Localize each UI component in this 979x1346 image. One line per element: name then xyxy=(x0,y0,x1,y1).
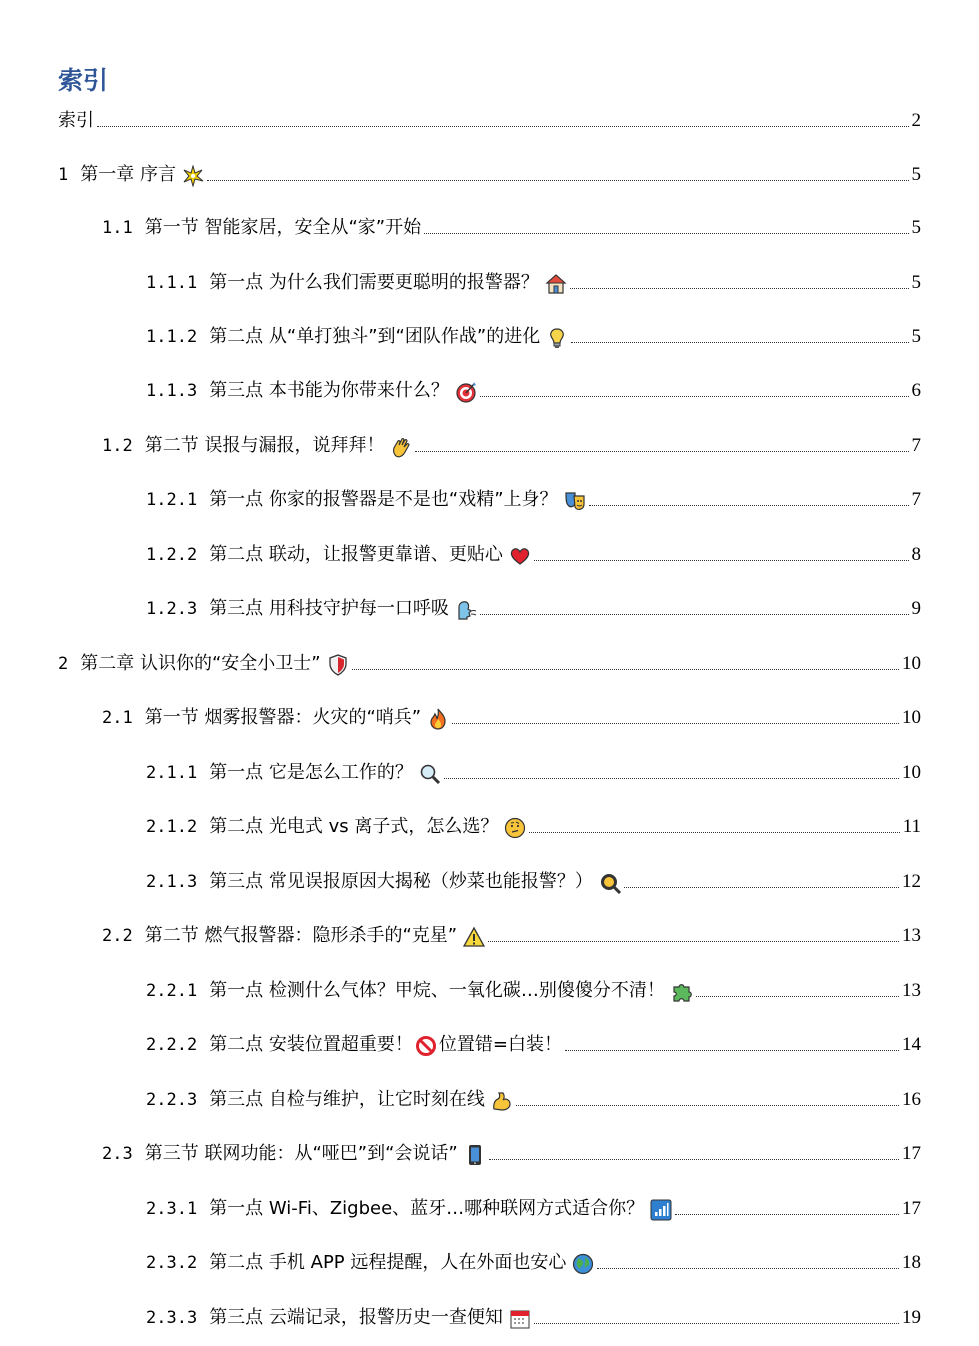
toc-entry-title: 第二章 认识你的“安全小卫士” xyxy=(80,653,321,674)
toc-entry-title: 第二点 安装位置超重要！ xyxy=(209,1034,413,1055)
toc-entry-title: 第二节 误报与漏报，说拜拜！ xyxy=(144,435,385,456)
dot-leader xyxy=(571,342,908,343)
toc-entry-number: 1.2.1 xyxy=(146,490,198,510)
toc-entry-title: 第一章 序言 xyxy=(80,164,176,185)
toc-entry[interactable] xyxy=(146,319,921,349)
toc-page-number: 19 xyxy=(902,1307,921,1328)
toc-entry-title: 第一点 为什么我们需要更聪明的报警器？ xyxy=(209,272,539,293)
waving-hand-icon xyxy=(390,436,412,458)
dot-leader xyxy=(565,1050,899,1051)
toc-entry-number: 2.3 xyxy=(102,1144,133,1164)
dot-leader xyxy=(444,778,899,779)
target-icon xyxy=(455,381,477,403)
toc-page-number: 14 xyxy=(902,1034,921,1055)
toc-entry-number: 1.1 xyxy=(102,218,133,238)
prohibited-icon xyxy=(415,1035,437,1057)
dot-leader xyxy=(480,396,909,397)
toc-entry[interactable] xyxy=(146,265,921,295)
toc-entry-title: 第三节 联网功能：从“哑巴”到“会说话” xyxy=(144,1143,458,1164)
toc-entry-title: 第二点 手机 APP 远程提醒，人在外面也安心 xyxy=(209,1252,567,1273)
dot-leader xyxy=(696,996,899,997)
breath-face-icon xyxy=(455,599,477,621)
toc-page-number: 17 xyxy=(902,1198,921,1219)
dot-leader xyxy=(207,180,909,181)
toc-page-number: 5 xyxy=(911,217,921,238)
toc-entry-title: 第一节 智能家居，安全从“家”开始 xyxy=(144,217,422,238)
toc-page-number: 16 xyxy=(902,1089,921,1110)
toc-entry-title: 第二节 燃气报警器：隐形杀手的“克星” xyxy=(144,925,458,946)
dot-leader xyxy=(570,288,909,289)
toc-entry[interactable] xyxy=(146,1027,921,1057)
dot-leader xyxy=(415,451,908,452)
toc-entry[interactable] xyxy=(146,755,921,785)
toc-entry-title: 第一点 你家的报警器是不是也“戏精”上身？ xyxy=(209,489,558,510)
toc-entry-number: 2.1.2 xyxy=(146,817,198,837)
toc-entry-number: 2.3.3 xyxy=(146,1308,198,1328)
toc-entry[interactable] xyxy=(102,428,921,458)
toc-entry-number: 1.1.1 xyxy=(146,273,198,293)
toc-page-number: 5 xyxy=(911,272,921,293)
toc-entry[interactable] xyxy=(58,103,921,133)
dot-leader xyxy=(352,669,899,670)
toc-entry-title: 第一节 烟雾报警器：火灾的“哨兵” xyxy=(144,707,422,728)
toc-page-number: 18 xyxy=(902,1252,921,1273)
heart-icon xyxy=(509,545,531,567)
calendar-icon xyxy=(509,1308,531,1330)
signal-bars-icon xyxy=(650,1199,672,1221)
toc-page-number: 13 xyxy=(902,980,921,1001)
toc-entry[interactable] xyxy=(102,1136,921,1166)
toc-entry-number: 2 xyxy=(58,654,69,674)
toc-entry-number: 2.2.2 xyxy=(146,1035,198,1055)
fire-icon xyxy=(427,708,449,730)
magnifier-icon xyxy=(419,763,441,785)
toc-page-number: 17 xyxy=(902,1143,921,1164)
search-glass-icon xyxy=(599,872,621,894)
toc-entry-title: 第一点 Wi-Fi、Zigbee、蓝牙…哪种联网方式适合你？ xyxy=(209,1198,645,1219)
toc-page-number: 11 xyxy=(902,816,921,837)
toc-entry-title: 第三点 本书能为你带来什么？ xyxy=(209,380,449,401)
toc-page-number: 12 xyxy=(902,871,921,892)
toc-entry-number: 1.2.3 xyxy=(146,599,198,619)
toc-entry-number: 2.1.3 xyxy=(146,872,198,892)
dot-leader xyxy=(589,505,909,506)
toc-entry-title: 第三点 常见误报原因大揭秘（炒菜也能报警？） xyxy=(209,871,593,892)
toc-page-number: 9 xyxy=(911,598,921,619)
toc-entry-number: 1.1.3 xyxy=(146,381,198,401)
toc-entry-number: 2.1 xyxy=(102,708,133,728)
toc-page-number: 13 xyxy=(902,925,921,946)
toc-entry[interactable] xyxy=(102,210,921,240)
toc-entry[interactable] xyxy=(146,373,921,403)
toc-page-number: 6 xyxy=(911,380,921,401)
toc-page-number: 8 xyxy=(911,544,921,565)
toc-entry[interactable] xyxy=(146,1300,921,1330)
toc-page-number: 2 xyxy=(911,110,921,131)
toc-entry[interactable] xyxy=(146,973,921,1003)
toc-entry-number: 2.2.3 xyxy=(146,1090,198,1110)
toc-entry-title: 第三点 自检与维护，让它时刻在线 xyxy=(209,1089,485,1110)
toc-entry-title-suffix: 位置错=白装！ xyxy=(438,1034,563,1055)
dot-leader xyxy=(424,233,908,234)
toc-entry-number: 1.2.2 xyxy=(146,545,198,565)
dot-leader xyxy=(480,614,909,615)
toc-entry-number: 1.2 xyxy=(102,436,133,456)
toc-entry-number: 2.3.1 xyxy=(146,1199,198,1219)
toc-page-number: 10 xyxy=(902,707,921,728)
page-title: 索引 xyxy=(58,66,109,95)
dot-leader xyxy=(534,560,909,561)
dot-leader xyxy=(516,1105,899,1106)
dot-leader xyxy=(675,1214,899,1215)
toc-entry-title: 第二点 光电式 vs 离子式，怎么选？ xyxy=(209,816,499,837)
warning-icon xyxy=(463,926,485,948)
toc-entry[interactable] xyxy=(146,1082,921,1112)
toc-entry-number: 2.3.2 xyxy=(146,1253,198,1273)
toc-entry[interactable] xyxy=(146,1191,921,1221)
toc-entry[interactable] xyxy=(102,918,921,948)
toc-entry[interactable] xyxy=(146,482,921,512)
toc-entry-title: 第三点 用科技守护每一口呼吸 xyxy=(209,598,449,619)
toc-page-number: 7 xyxy=(911,489,921,510)
toc-page-number: 10 xyxy=(902,762,921,783)
globe-icon xyxy=(572,1253,594,1275)
dot-leader xyxy=(529,832,899,833)
toc-entry-number: 2.1.1 xyxy=(146,763,198,783)
toc-entry[interactable] xyxy=(58,646,921,676)
dot-leader xyxy=(624,887,899,888)
lightbulb-icon xyxy=(546,327,568,349)
theater-masks-icon xyxy=(564,490,586,512)
sparkle-burst-icon xyxy=(182,165,204,187)
toc-page-number: 7 xyxy=(911,435,921,456)
dot-leader xyxy=(97,126,909,127)
shield-icon xyxy=(327,654,349,676)
toc-entry-number: 1.1.2 xyxy=(146,327,198,347)
toc-page-number: 5 xyxy=(911,326,921,347)
toc-entry[interactable] xyxy=(102,700,921,730)
toc-entry-number: 1 xyxy=(58,165,69,185)
dot-leader xyxy=(597,1268,899,1269)
toc-page-number: 10 xyxy=(902,653,921,674)
flexed-biceps-icon xyxy=(491,1090,513,1112)
toc-entry-title: 第一点 检测什么气体？甲烷、一氧化碳…别傻傻分不清！ xyxy=(209,980,665,1001)
toc-entry-number: 2.2.1 xyxy=(146,981,198,1001)
dot-leader xyxy=(488,941,899,942)
thinking-face-icon xyxy=(504,817,526,839)
toc-entry-title: 第三点 云端记录，报警历史一查便知 xyxy=(209,1307,503,1328)
dot-leader xyxy=(489,1159,899,1160)
toc-entry-title: 第一点 它是怎么工作的？ xyxy=(209,762,413,783)
toc-entry[interactable] xyxy=(146,1245,921,1275)
toc-page-number: 5 xyxy=(911,164,921,185)
toc-entry-title: 第二点 联动，让报警更靠谱、更贴心 xyxy=(209,544,503,565)
dot-leader xyxy=(452,723,899,724)
toc-entry[interactable] xyxy=(146,809,921,839)
toc-entry-title: 索引 xyxy=(58,110,94,131)
dot-leader xyxy=(534,1323,899,1324)
house-icon xyxy=(545,273,567,295)
puzzle-piece-icon xyxy=(671,981,693,1003)
toc-entry[interactable] xyxy=(58,157,921,187)
toc-entry-number: 2.2 xyxy=(102,926,133,946)
mobile-phone-icon xyxy=(464,1144,486,1166)
toc-entry[interactable] xyxy=(146,864,921,894)
toc-entry[interactable] xyxy=(146,537,921,567)
toc-entry-title: 第二点 从“单打独斗”到“团队作战”的进化 xyxy=(209,326,541,347)
toc-entry[interactable] xyxy=(146,591,921,621)
